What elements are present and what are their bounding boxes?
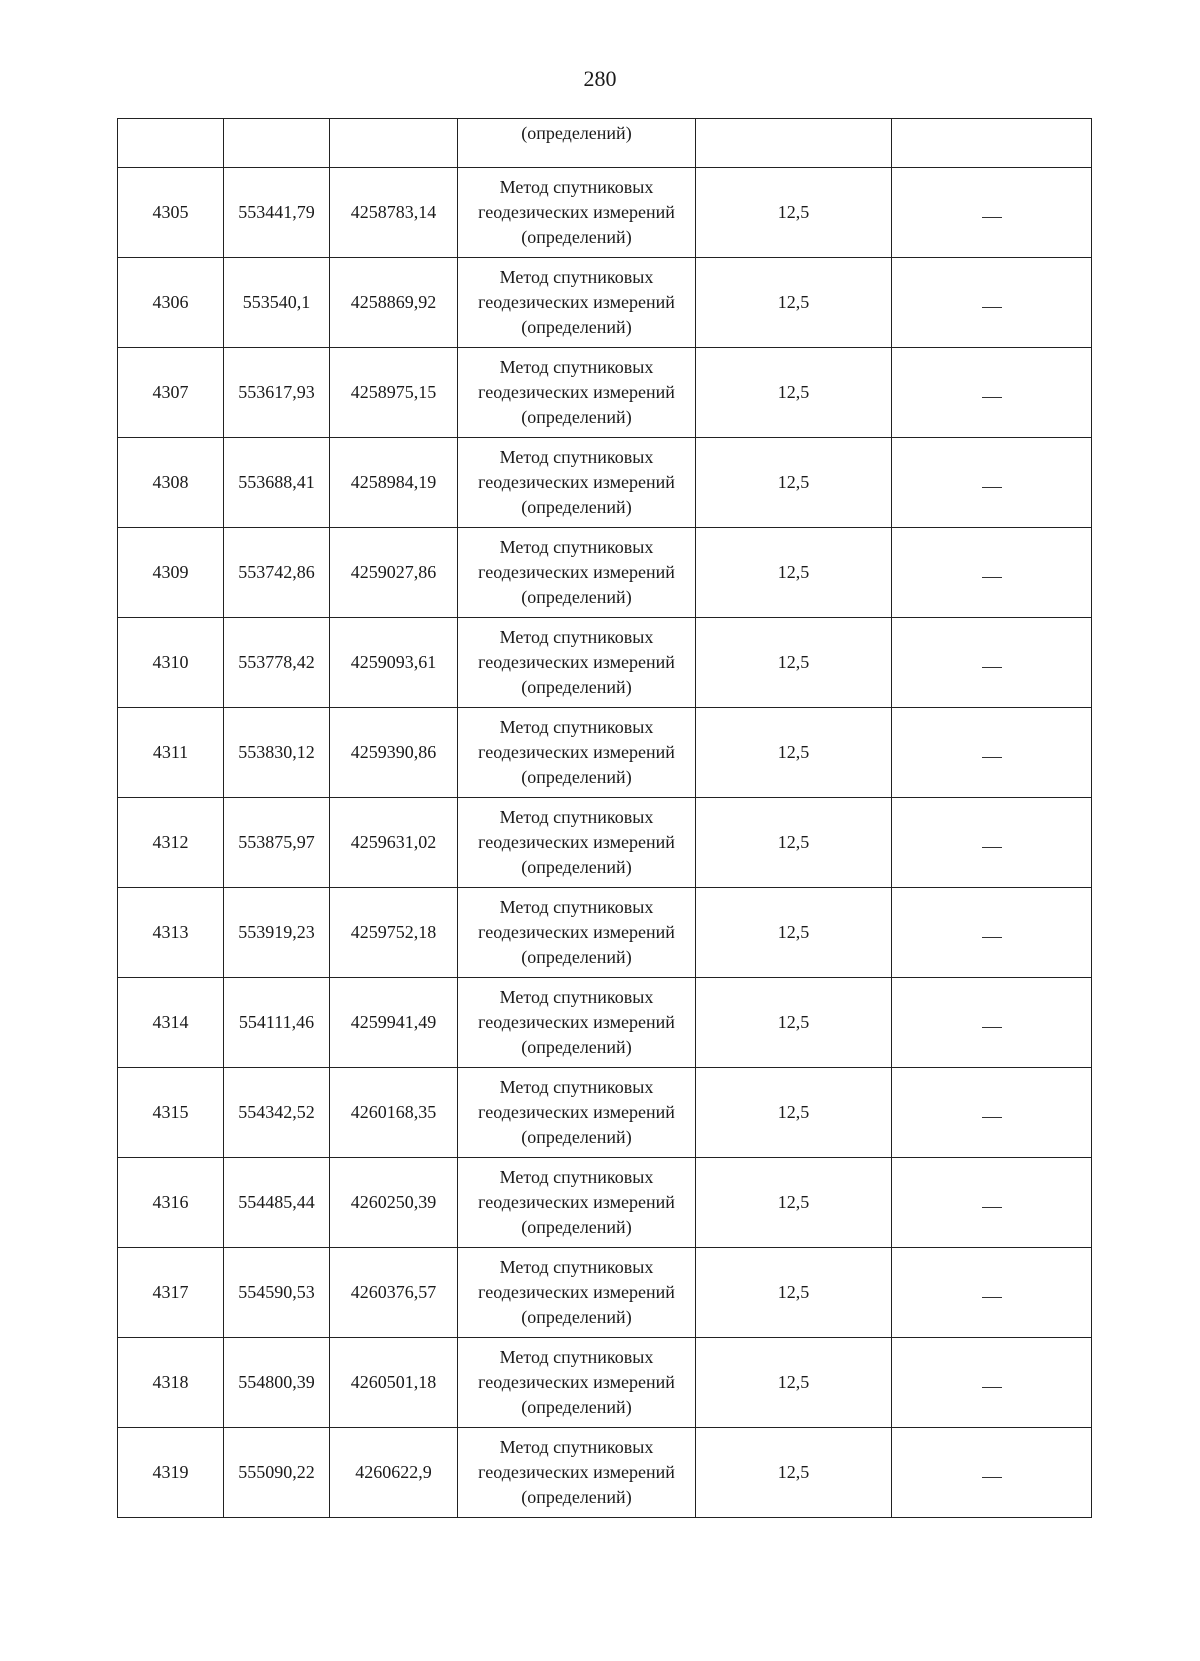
cell-point-number: 4318 xyxy=(118,1338,224,1428)
cell-method xyxy=(458,1338,696,1428)
method-line: геодезических измерений xyxy=(478,202,675,222)
cell-x-coordinate: 553742,86 xyxy=(224,528,330,618)
coordinates-table xyxy=(117,118,1092,1518)
method-line: (определений) xyxy=(521,947,632,967)
cell-note xyxy=(892,168,1092,258)
method-line: Метод спутниковых xyxy=(499,807,654,827)
method-line: Метод спутниковых xyxy=(499,1347,654,1367)
table-row xyxy=(118,528,1092,618)
cell-note xyxy=(892,798,1092,888)
dash-mark xyxy=(982,1297,1002,1298)
method-line: геодезических измерений xyxy=(478,922,675,942)
method-line: Метод спутниковых xyxy=(499,177,654,197)
method-line: (определений) xyxy=(521,227,632,247)
method-line: (определений) xyxy=(521,1217,632,1237)
cell-point-number: 4306 xyxy=(118,258,224,348)
table-row xyxy=(118,888,1092,978)
method-line: геодезических измерений xyxy=(478,1192,675,1212)
dash-mark xyxy=(982,1477,1002,1478)
table-row xyxy=(118,348,1092,438)
cell-accuracy: 12,5 xyxy=(696,1428,892,1518)
cell-y-coordinate: 4259941,49 xyxy=(330,978,458,1068)
continuation-row xyxy=(118,119,1092,168)
cell-y-coordinate: 4259093,61 xyxy=(330,618,458,708)
cell-accuracy: 12,5 xyxy=(696,888,892,978)
cell-y-coordinate: 4258783,14 xyxy=(330,168,458,258)
method-line: Метод спутниковых xyxy=(499,627,654,647)
cell-accuracy: 12,5 xyxy=(696,258,892,348)
cell-method xyxy=(458,1068,696,1158)
cell-x-coordinate: 554800,39 xyxy=(224,1338,330,1428)
method-line: геодезических измерений xyxy=(478,742,675,762)
cell-accuracy: 12,5 xyxy=(696,798,892,888)
cell-x-coordinate: 553778,42 xyxy=(224,618,330,708)
cell-method: (определений) xyxy=(458,119,696,168)
cell-note xyxy=(892,528,1092,618)
dash-mark xyxy=(982,1207,1002,1208)
cell-x-coordinate: 553441,79 xyxy=(224,168,330,258)
cell-method xyxy=(458,258,696,348)
method-line: (определений) xyxy=(521,1037,632,1057)
method-line: (определений) xyxy=(521,497,632,517)
cell-accuracy: 12,5 xyxy=(696,1068,892,1158)
method-line: (определений) xyxy=(521,1397,632,1417)
dash-mark xyxy=(982,1027,1002,1028)
cell-y-coordinate: 4259631,02 xyxy=(330,798,458,888)
dash-mark xyxy=(982,937,1002,938)
cell-point-number: 4317 xyxy=(118,1248,224,1338)
coordinates-table-body xyxy=(118,119,1092,1518)
method-line: Метод спутниковых xyxy=(499,897,654,917)
method-line: (определений) xyxy=(521,407,632,427)
cell-method xyxy=(458,888,696,978)
cell-method xyxy=(458,1248,696,1338)
table-row xyxy=(118,798,1092,888)
cell-note xyxy=(892,119,1092,168)
cell-x-coordinate: 553875,97 xyxy=(224,798,330,888)
cell-note xyxy=(892,1248,1092,1338)
cell-x-coordinate: 554342,52 xyxy=(224,1068,330,1158)
cell-point-number: 4319 xyxy=(118,1428,224,1518)
cell-accuracy: 12,5 xyxy=(696,1338,892,1428)
table-row xyxy=(118,1248,1092,1338)
method-line: геодезических измерений xyxy=(478,1282,675,1302)
method-line: геодезических измерений xyxy=(478,472,675,492)
dash-mark xyxy=(982,577,1002,578)
table-row xyxy=(118,708,1092,798)
cell-note xyxy=(892,618,1092,708)
cell-point-number: 4315 xyxy=(118,1068,224,1158)
cell-method xyxy=(458,798,696,888)
cell-point-number: 4310 xyxy=(118,618,224,708)
cell-method xyxy=(458,1428,696,1518)
method-line: Метод спутниковых xyxy=(499,357,654,377)
cell-x-coordinate: 553540,1 xyxy=(224,258,330,348)
dash-mark xyxy=(982,757,1002,758)
cell-y-coordinate: 4260501,18 xyxy=(330,1338,458,1428)
table-row xyxy=(118,1428,1092,1518)
cell-y-coordinate: 4258984,19 xyxy=(330,438,458,528)
cell-point-number: 4312 xyxy=(118,798,224,888)
cell-x-coordinate xyxy=(224,119,330,168)
dash-mark xyxy=(982,397,1002,398)
method-line: (определений) xyxy=(521,1487,632,1507)
cell-accuracy xyxy=(696,119,892,168)
method-line: Метод спутниковых xyxy=(499,447,654,467)
cell-note xyxy=(892,1428,1092,1518)
cell-x-coordinate: 553919,23 xyxy=(224,888,330,978)
cell-note xyxy=(892,1158,1092,1248)
cell-method xyxy=(458,618,696,708)
cell-accuracy: 12,5 xyxy=(696,618,892,708)
cell-method xyxy=(458,708,696,798)
cell-y-coordinate: 4260622,9 xyxy=(330,1428,458,1518)
cell-x-coordinate: 554485,44 xyxy=(224,1158,330,1248)
table-row xyxy=(118,1338,1092,1428)
cell-accuracy: 12,5 xyxy=(696,438,892,528)
cell-y-coordinate xyxy=(330,119,458,168)
cell-method xyxy=(458,438,696,528)
cell-accuracy: 12,5 xyxy=(696,168,892,258)
cell-method xyxy=(458,1158,696,1248)
method-line: геодезических измерений xyxy=(478,382,675,402)
method-line: (определений) xyxy=(521,587,632,607)
cell-method xyxy=(458,528,696,618)
table-row xyxy=(118,1158,1092,1248)
cell-note xyxy=(892,1068,1092,1158)
cell-point-number: 4307 xyxy=(118,348,224,438)
cell-note xyxy=(892,978,1092,1068)
method-line: (определений) xyxy=(521,857,632,877)
method-line: (определений) xyxy=(521,1127,632,1147)
method-line: Метод спутниковых xyxy=(499,537,654,557)
method-line: (определений) xyxy=(521,1307,632,1327)
dash-mark xyxy=(982,217,1002,218)
method-line: геодезических измерений xyxy=(478,1372,675,1392)
table-row xyxy=(118,258,1092,348)
method-line: Метод спутниковых xyxy=(499,267,654,287)
cell-x-coordinate: 553830,12 xyxy=(224,708,330,798)
cell-y-coordinate: 4260376,57 xyxy=(330,1248,458,1338)
cell-note xyxy=(892,438,1092,528)
dash-mark xyxy=(982,847,1002,848)
method-line: Метод спутниковых xyxy=(499,1437,654,1457)
method-line: Метод спутниковых xyxy=(499,1257,654,1277)
table-row xyxy=(118,618,1092,708)
cell-accuracy: 12,5 xyxy=(696,978,892,1068)
method-line: (определений) xyxy=(521,767,632,787)
cell-note xyxy=(892,348,1092,438)
dash-mark xyxy=(982,487,1002,488)
cell-method xyxy=(458,348,696,438)
table-row xyxy=(118,1068,1092,1158)
cell-accuracy: 12,5 xyxy=(696,1158,892,1248)
table-row xyxy=(118,438,1092,528)
dash-mark xyxy=(982,667,1002,668)
method-line: геодезических измерений xyxy=(478,562,675,582)
cell-note xyxy=(892,708,1092,798)
cell-accuracy: 12,5 xyxy=(696,348,892,438)
table-row xyxy=(118,978,1092,1068)
table-row xyxy=(118,168,1092,258)
method-line: геодезических измерений xyxy=(478,832,675,852)
method-line: геодезических измерений xyxy=(478,292,675,312)
dash-mark xyxy=(982,1387,1002,1388)
cell-accuracy: 12,5 xyxy=(696,708,892,798)
method-line: (определений) xyxy=(521,317,632,337)
cell-point-number: 4316 xyxy=(118,1158,224,1248)
cell-y-coordinate: 4260168,35 xyxy=(330,1068,458,1158)
cell-method xyxy=(458,978,696,1068)
cell-y-coordinate: 4258975,15 xyxy=(330,348,458,438)
cell-x-coordinate: 554590,53 xyxy=(224,1248,330,1338)
cell-method xyxy=(458,168,696,258)
page-number: 280 xyxy=(583,66,617,91)
cell-note xyxy=(892,258,1092,348)
cell-point-number: 4314 xyxy=(118,978,224,1068)
cell-note xyxy=(892,888,1092,978)
cell-y-coordinate: 4259390,86 xyxy=(330,708,458,798)
cell-x-coordinate: 555090,22 xyxy=(224,1428,330,1518)
cell-accuracy: 12,5 xyxy=(696,528,892,618)
cell-x-coordinate: 554111,46 xyxy=(224,978,330,1068)
cell-y-coordinate: 4258869,92 xyxy=(330,258,458,348)
cell-point-number xyxy=(118,119,224,168)
cell-point-number: 4308 xyxy=(118,438,224,528)
cell-point-number: 4313 xyxy=(118,888,224,978)
cell-y-coordinate: 4260250,39 xyxy=(330,1158,458,1248)
cell-point-number: 4305 xyxy=(118,168,224,258)
method-line: геодезических измерений xyxy=(478,652,675,672)
method-line: геодезических измерений xyxy=(478,1012,675,1032)
dash-mark xyxy=(982,307,1002,308)
cell-point-number: 4311 xyxy=(118,708,224,798)
method-line: геодезических измерений xyxy=(478,1462,675,1482)
dash-mark xyxy=(982,1117,1002,1118)
cell-point-number: 4309 xyxy=(118,528,224,618)
method-line: Метод спутниковых xyxy=(499,717,654,737)
cell-x-coordinate: 553617,93 xyxy=(224,348,330,438)
method-line: Метод спутниковых xyxy=(499,1077,654,1097)
cell-note xyxy=(892,1338,1092,1428)
cell-accuracy: 12,5 xyxy=(696,1248,892,1338)
cell-x-coordinate: 553688,41 xyxy=(224,438,330,528)
method-line: Метод спутниковых xyxy=(499,1167,654,1187)
cell-y-coordinate: 4259027,86 xyxy=(330,528,458,618)
cell-y-coordinate: 4259752,18 xyxy=(330,888,458,978)
method-line: Метод спутниковых xyxy=(499,987,654,1007)
method-line: геодезических измерений xyxy=(478,1102,675,1122)
method-line: (определений) xyxy=(521,677,632,697)
